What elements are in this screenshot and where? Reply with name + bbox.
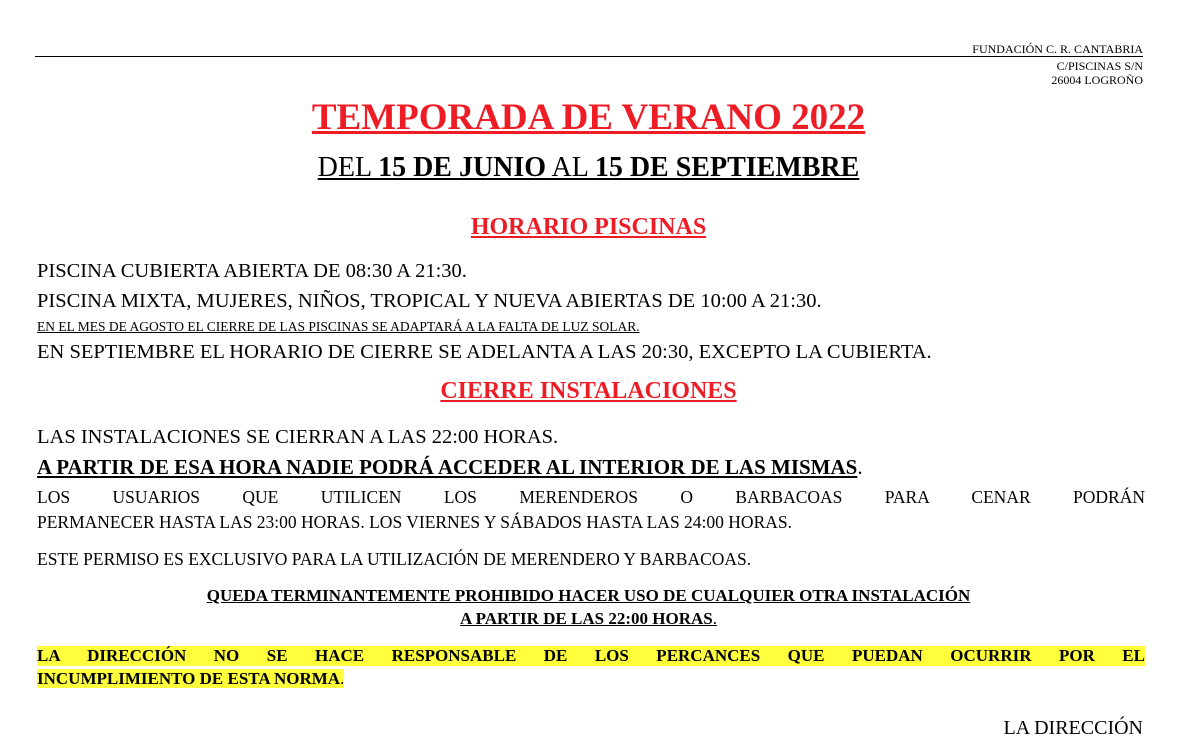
horario-septiembre: EN SEPTIEMBRE EL HORARIO DE CIERRE SE ADELANTA A LAS 20:30, EXCEPTO LA CUBIERTA.: [37, 341, 932, 363]
org-address: [972, 42, 1143, 87]
horario-cubierta: PISCINA CUBIERTA ABIERTA DE 08:30 A 21:30.: [37, 260, 467, 282]
prohibido-line-2: [0, 609, 1177, 629]
dates-start: 15 DE JUNIO: [378, 152, 547, 183]
responsabilidad-line-1: [37, 646, 1145, 666]
org-name: FUNDACIÓN C. R. CANTABRIA: [972, 42, 1143, 56]
org-city: 26004 LOGROÑO: [1051, 73, 1143, 87]
responsabilidad-line-2-text: INCUMPLIMIENTO DE ESTA NORMA: [37, 669, 341, 688]
prohibido-line-2-dot: .: [712, 609, 717, 628]
dates-del: DEL: [317, 152, 379, 183]
prohibido-line-1: QUEDA TERMINANTEMENTE PROHIBIDO HACER USO DE CUALQUIER OTRA INSTALACIÓN: [206, 586, 971, 605]
cierre-acceso-dot: .: [857, 455, 863, 479]
signature: LA DIRECCIÓN: [1003, 717, 1143, 739]
section-heading-cierre: CIERRE INSTALACIONES: [440, 378, 737, 404]
section-heading-horario: HORARIO PISCINAS: [470, 214, 707, 240]
dates-end: 15 DE SEPTIEMBRE: [594, 152, 860, 183]
horario-mixta: PISCINA MIXTA, MUJERES, NIÑOS, TROPICAL Y NUEVA ABIERTAS DE 10:00 A 21:30.: [37, 290, 822, 312]
dates-al: AL: [546, 152, 595, 183]
cierre-acceso: [37, 455, 1145, 480]
cierre-acceso-text: A PARTIR DE ESA HORA NADIE PODRÁ ACCEDER AL INTERIOR DE LAS MISMAS: [37, 455, 858, 479]
cierre-hora: LAS INSTALACIONES SE CIERRAN A LAS 22:00 HORAS.: [37, 426, 559, 448]
cierre-merenderos-2: PERMANECER HASTA LAS 23:00 HORAS. LOS VIERNES Y SÁBADOS HASTA LAS 24:00 HORAS.: [37, 512, 792, 532]
horario-agosto-note: EN EL MES DE AGOSTO EL CIERRE DE LAS PISCINAS SE ADAPTARÁ A LA FALTA DE LUZ SOLAR.: [37, 319, 640, 334]
season-dates: [0, 152, 1177, 184]
cierre-permiso: ESTE PERMISO ES EXCLUSIVO PARA LA UTILIZACIÓN DE MERENDERO Y BARBACOAS.: [37, 549, 752, 569]
page-title: TEMPORADA DE VERANO 2022: [311, 97, 866, 138]
org-street: C/PISCINAS S/N: [1056, 59, 1143, 73]
responsabilidad-line-2: [37, 669, 1145, 689]
cierre-merenderos-1: LOS USUARIOS QUE UTILICEN LOS MERENDEROS O BARBACOAS PARA CENAR PODRÁN: [37, 487, 1145, 507]
responsabilidad-line-1-text: LA DIRECCIÓN NO SE HACE RESPONSABLE DE LOS PERCANCES QUE PUEDAN OCURRIR POR EL: [37, 646, 1145, 665]
responsabilidad-line-2-dot: .: [340, 669, 345, 688]
prohibido-line-2-text: A PARTIR DE LAS 22:00 HORAS: [460, 609, 713, 628]
